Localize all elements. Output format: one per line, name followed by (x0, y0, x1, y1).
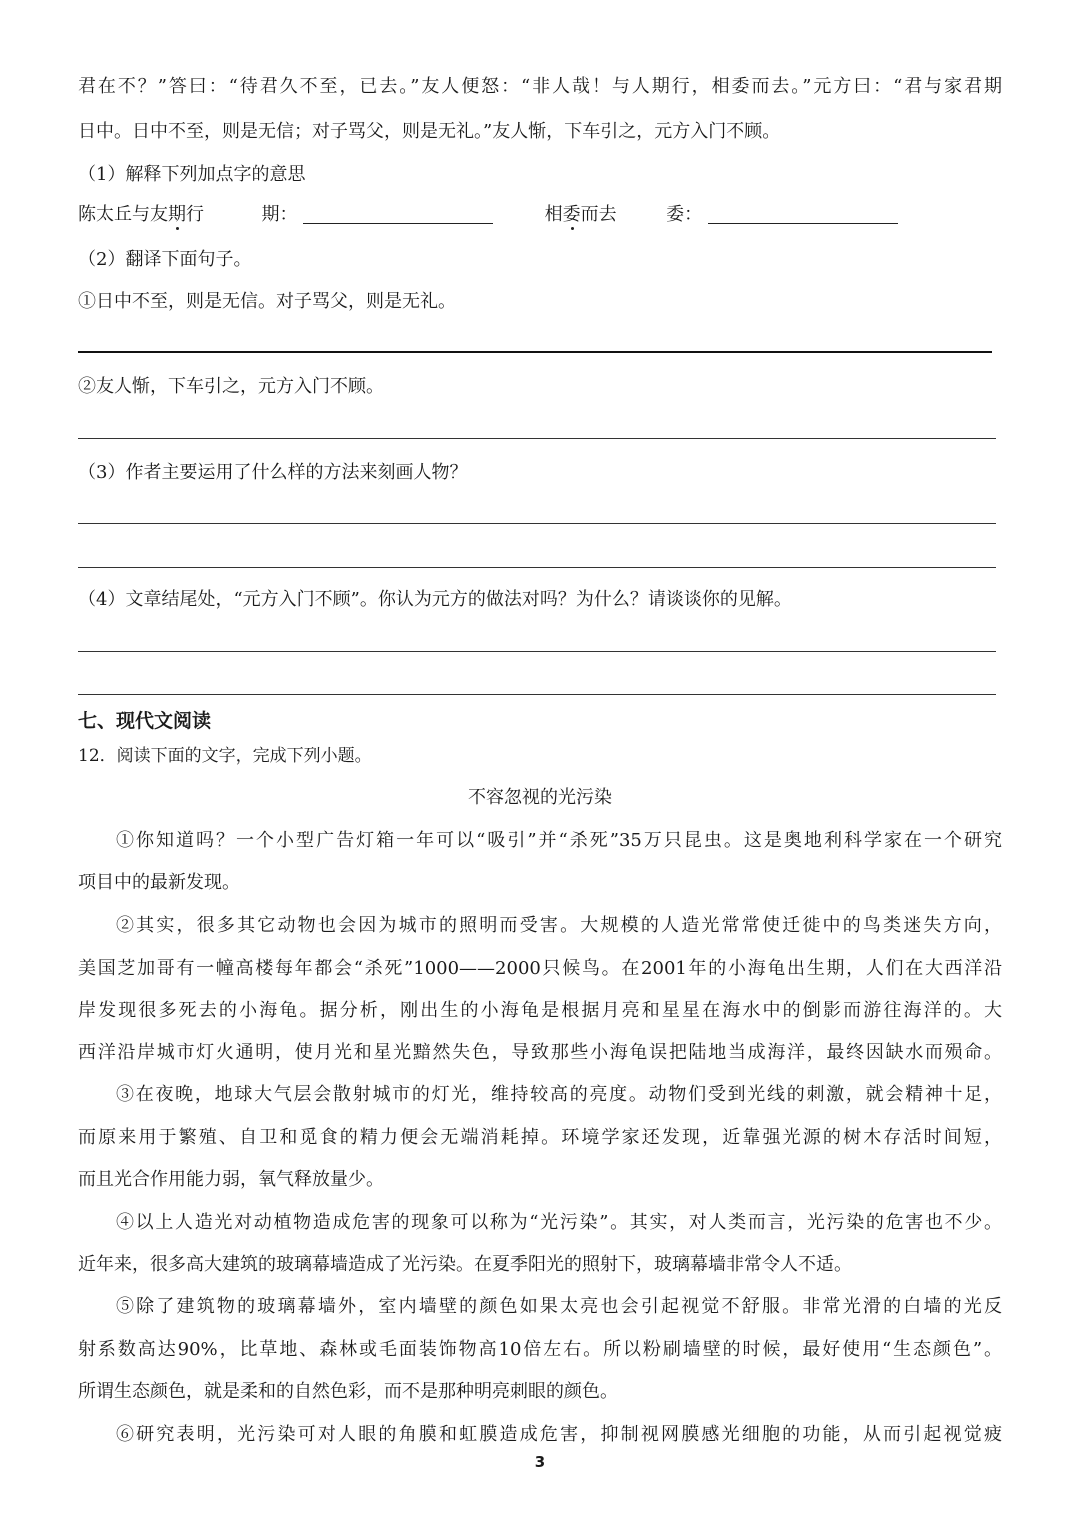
answer-line-4-2[interactable] (78, 694, 996, 695)
paragraph-2-line-3: 岸发现很多死去的小海龟。据分析，刚出生的小海龟是根据月亮和星星在海水中的倒影而游往海洋的。大 (78, 1000, 1002, 1021)
page-number: 3 (534, 1453, 546, 1471)
question-1-items (78, 200, 898, 230)
paragraph-2-line-2: 美国芝加哥有一幢高楼每年都会“杀死”1000——2000只候鸟。在2001年的小海龟出生期，人们在大西洋沿 (78, 958, 1002, 979)
answer-blank-2[interactable] (708, 203, 898, 224)
question-12-prompt: 12．阅读下面的文字，完成下列小题。 (78, 746, 372, 766)
item2-label: 委： (666, 204, 703, 225)
question-4-prompt: （4）文章结尾处，“元方入门不顾”。你认为元方的做法对吗？为什么？请谈谈你的见解。 (78, 589, 792, 610)
paragraph-5-line-1: ⑤除了建筑物的玻璃幕墙外，室内墙壁的颜色如果太亮也会引起视觉不舒服。非常光滑的白墙的光反 (116, 1296, 1002, 1317)
paragraph-2-line-4: 西洋沿岸城市灯火通明，使月光和星光黯然失色，导致那些小海龟误把陆地当成海洋，最终因缺水而殒命。 (78, 1042, 1002, 1063)
question-2-sentence-1: ①日中不至，则是无信。对子骂父，则是无礼。 (78, 291, 456, 312)
classical-text-line-2: 日中。日中不至，则是无信；对子骂父，则是无礼。”友人惭，下车引之，元方入门不顾。 (78, 121, 781, 142)
section-heading: 七、现代文阅读 (78, 710, 212, 732)
paragraph-5-line-3: 所谓生态颜色，就是柔和的自然色彩，而不是那种明亮刺眼的颜色。 (78, 1381, 618, 1402)
answer-line-3-1[interactable] (78, 523, 996, 524)
answer-line-4-1[interactable] (78, 651, 996, 652)
paragraph-2-line-1: ②其实，很多其它动物也会因为城市的照明而受害。大规模的人造光常常使迁徙中的鸟类迷失方向， (116, 915, 1002, 936)
paragraph-1-line-1: ①你知道吗？一个小型广告灯箱一年可以“吸引”并“杀死”35万只昆虫。这是奥地利科学家在一个研究 (116, 830, 1002, 851)
paragraph-3-line-1: ③在夜晚，地球大气层会散射城市的灯光，维持较高的亮度。动物们受到光线的刺激，就会精神十足， (116, 1084, 1002, 1105)
paragraph-3-line-2: 而原来用于繁殖、自卫和觅食的精力便会无端消耗掉。环境学家还发现，近靠强光源的树木存活时间短， (78, 1127, 1002, 1148)
article-title: 不容忽视的光污染 (468, 787, 612, 808)
question-2-sentence-2: ②友人惭，下车引之，元方入门不顾。 (78, 376, 384, 397)
paragraph-4-line-1: ④以上人造光对动植物造成危害的现象可以称为“光污染”。其实，对人类而言，光污染的危害也不少。 (116, 1212, 1002, 1233)
item1-before: 陈太丘与友 (78, 204, 168, 225)
answer-line-2-2[interactable] (78, 438, 996, 439)
item2-before: 相 (544, 204, 563, 225)
paragraph-6-line-1: ⑥研究表明，光污染可对人眼的角膜和虹膜造成危害，抑制视网膜感光细胞的功能，从而引起视觉疲 (116, 1424, 1002, 1445)
answer-blank-1[interactable] (303, 203, 493, 224)
item1-label: 期： (261, 204, 298, 225)
paragraph-5-line-2: 射系数高达90%，比草地、森林或毛面装饰物高10倍左右。所以粉刷墙壁的时候，最好使用“生态颜色”。 (78, 1339, 1002, 1360)
item1-dotted-char: 期 (168, 204, 186, 225)
item2-after: 而去 (580, 204, 617, 225)
answer-line-2-1[interactable] (78, 351, 992, 353)
question-2-prompt: （2）翻译下面句子。 (78, 249, 252, 270)
item1-after: 行 (186, 204, 204, 225)
question-1-prompt: （1）解释下列加点字的意思 (78, 164, 306, 185)
item2-dotted-char: 委 (562, 204, 581, 225)
paragraph-3-line-3: 而且光合作用能力弱，氧气释放量少。 (78, 1169, 384, 1190)
paragraph-4-line-2: 近年来，很多高大建筑的玻璃幕墙造成了光污染。在夏季阳光的照射下，玻璃幕墙非常令人不适。 (78, 1254, 852, 1275)
paragraph-1-line-2: 项目中的最新发现。 (78, 872, 240, 893)
question-3-prompt: （3）作者主要运用了什么样的方法来刻画人物？ (78, 462, 468, 483)
classical-text-line-1: 君在不？”答曰：“待君久不至，已去。”友人便怒：“非人哉！与人期行，相委而去。”元方曰：“君与家君期 (78, 76, 1002, 97)
answer-line-3-2[interactable] (78, 567, 996, 568)
